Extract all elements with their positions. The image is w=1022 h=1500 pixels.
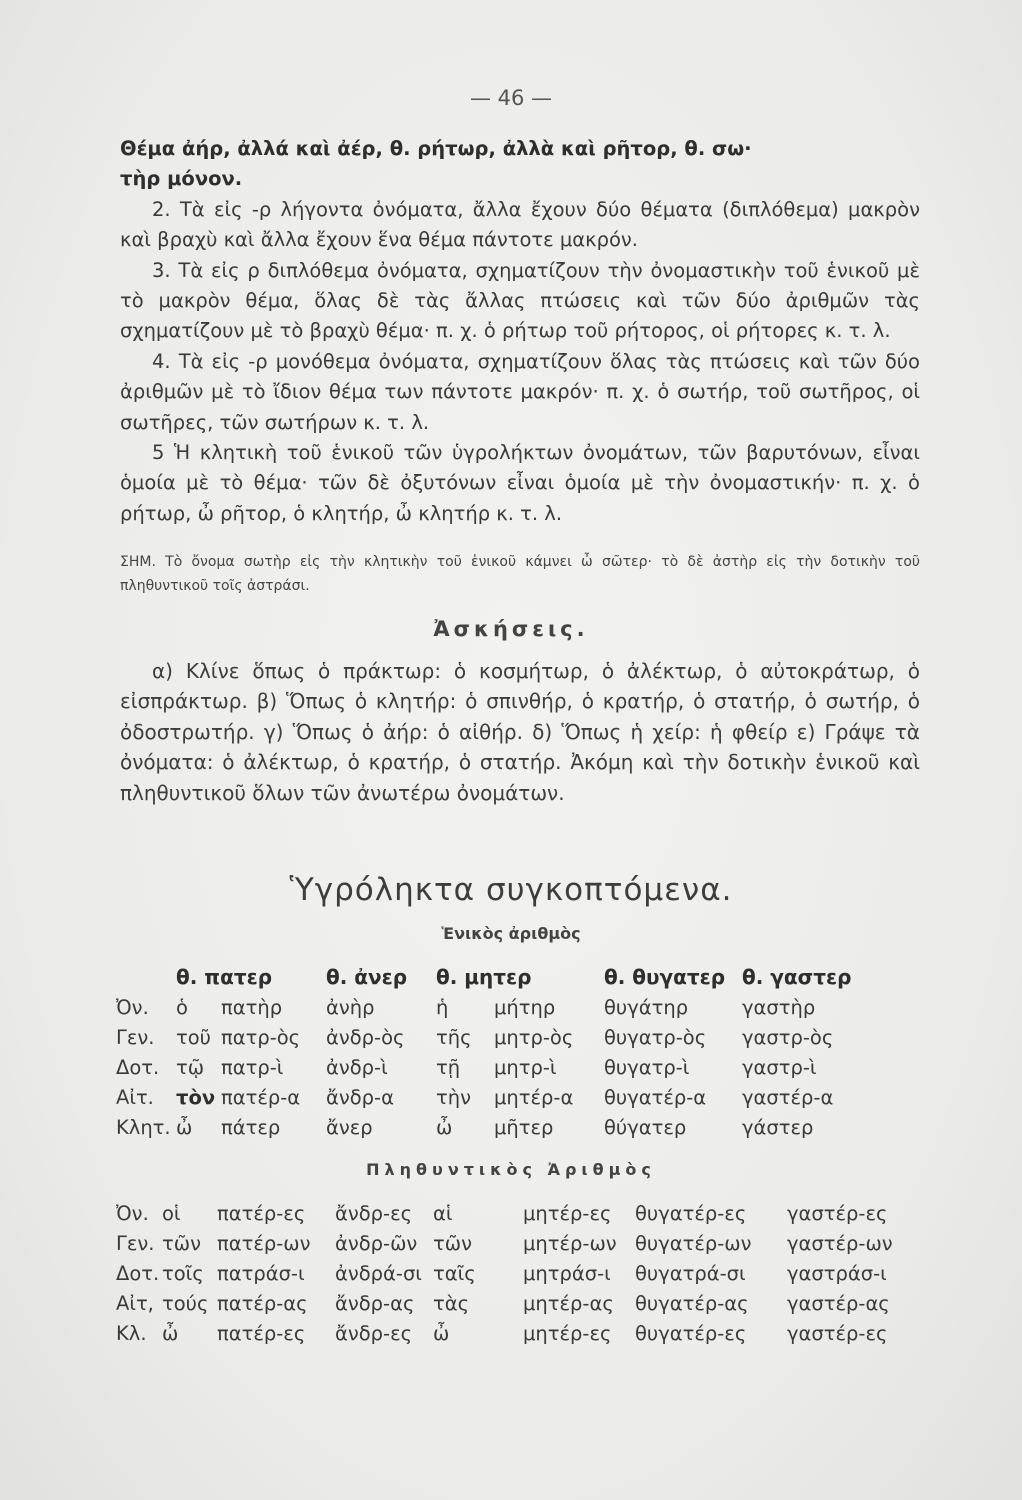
intro-line-2: τὴρ μόνον. — [120, 167, 243, 191]
table-cell: ὦ — [436, 1115, 453, 1139]
table-cell: τῷ — [176, 1055, 205, 1079]
table-cell: ὦ — [162, 1321, 179, 1345]
table-cell: θυγατρά-σι — [635, 1261, 746, 1285]
table-cell: πατέρ-ες — [217, 1321, 306, 1345]
table-cell: θυγατέρ-ας — [635, 1291, 749, 1315]
table-cell: τῆς — [436, 1025, 472, 1049]
table-cell: τῶν — [433, 1231, 472, 1255]
table-cell: αἱ — [433, 1201, 453, 1225]
table-cell: γαστὴρ — [742, 995, 816, 1019]
case-label: Αἰτ, — [116, 1291, 154, 1315]
table-row — [116, 1112, 892, 1142]
rule-paragraph-3: 3. Τὰ εἰς ρ διπλόθεμα ὀνόματα, σχηματίζουν τὴν ὀνομαστικὴν τοῦ ἑνικοῦ μὲ τὸ μακρὸν θέμα, ὅλας δὲ τὰς ἄλλας πτώσεις καὶ τῶν δύο ἀριθμῶν τὰς σχηματίζουν μὲ τὸ βραχὺ θέμα· π. χ. ὁ ρήτωρ τοῦ ρήτορος, οἱ ρήτορες κ. τ. λ. — [120, 258, 920, 343]
rule-paragraph-5: 5 Ἡ κλητικὴ τοῦ ἑνικοῦ τῶν ὑγρολήκτων ὀνομάτων, τῶν βαρυτόνων, εἶναι ὁμοία μὲ τὸ θέμα· τῶν δὲ ὀξυτόνων εἶναι ὁμοία μὲ τὴν ὀνομαστικήν· π. χ. ὁ ρήτωρ, ὦ ρῆτορ, ὁ κλητήρ, ὦ κλητήρ κ. τ. λ. — [120, 441, 920, 525]
table-cell: ὦ — [433, 1321, 450, 1345]
table-row — [116, 1258, 937, 1288]
case-label: Δοτ. — [116, 1261, 160, 1285]
table-cell: ἄνδρ-α — [326, 1085, 394, 1109]
table-cell: μητρ-ὸς — [494, 1025, 574, 1049]
table-cell: μητέρ-ας — [523, 1291, 614, 1315]
table-cell: θύγατερ — [604, 1115, 687, 1139]
table-cell: ἀνδρ-ῶν — [335, 1231, 418, 1255]
table-cell: ἀνδρά-σι — [335, 1261, 422, 1285]
table-cell: μητέρ-ων — [523, 1231, 617, 1255]
plural-declension-table — [116, 1198, 937, 1348]
table-cell: πατέρ-ας — [217, 1291, 308, 1315]
table-cell: μητράσ-ι — [523, 1261, 611, 1285]
rule-paragraph-4: 4. Τὰ εἰς -ρ μονόθεμα ὀνόματα, σχηματίζουν ὅλας τὰς πτώσεις καὶ τῶν δύο ἀριθμῶν μὲ τὸ ἴδιον θέμα των πάντοτε μακρόν· π. χ. ὁ σωτήρ, τοῦ σωτῆρος, οἱ σωτῆρες, τῶν σωτήρων κ. τ. λ. — [120, 349, 920, 434]
table-cell: μητέρ-α — [494, 1085, 574, 1109]
table-cell: μῆτερ — [494, 1115, 554, 1139]
table-cell: θυγάτηρ — [604, 995, 689, 1019]
table-cell: τῇ — [436, 1055, 461, 1079]
table-cell: γαστράσ-ι — [787, 1261, 887, 1285]
table-cell: τὸν — [176, 1085, 216, 1109]
table-cell: τὰς — [433, 1291, 470, 1315]
table-cell: πατέρ-α — [221, 1085, 301, 1109]
case-label: Δοτ. — [116, 1055, 160, 1079]
table-cell: θυγατρ-ὸς — [604, 1025, 707, 1049]
table-cell: πατὴρ — [221, 995, 283, 1019]
table-row — [116, 1318, 937, 1348]
table-cell: γαστέρ-ας — [787, 1291, 890, 1315]
case-label: Γεν. — [116, 1025, 155, 1049]
page-number: — 46 — — [469, 86, 553, 110]
table-cell: γαστρ-ὶ — [742, 1055, 817, 1079]
exercises-block — [120, 656, 920, 808]
case-label: Κλ. — [116, 1321, 147, 1345]
table-cell: ὦ — [176, 1115, 193, 1139]
note-paragraph: ΣΗΜ. Τὸ ὄνομα σωτὴρ εἰς τὴν κλητικὴν τοῦ ἑνικοῦ κάμνει ὦ σῶτερ· τὸ δὲ ἀστὴρ εἰς τὴν δοτικὴν τοῦ πληθυντικοῦ τοῖς ἀστράσι. — [120, 554, 920, 594]
table-row — [116, 1198, 937, 1228]
table-cell: ὁ — [176, 995, 188, 1019]
case-label: Αἰτ. — [116, 1085, 154, 1109]
table-cell: ταῖς — [433, 1261, 476, 1285]
singular-heading: Ἑνικὸς ἀριθμὸς — [441, 924, 581, 943]
table-cell: γάστερ — [742, 1115, 814, 1139]
table-cell: θυγατέρ-ες — [635, 1201, 747, 1225]
table-cell: θυγατέρ-α — [604, 1085, 707, 1109]
case-label: Ὀν. — [116, 1201, 149, 1225]
table-cell: ἀνὴρ — [326, 995, 375, 1019]
table-cell: θυγατρ-ὶ — [604, 1055, 690, 1079]
table-cell: γαστέρ-ων — [787, 1231, 893, 1255]
table-row — [116, 1082, 892, 1112]
table-cell: γαστέρ-α — [742, 1085, 834, 1109]
table-cell: γαστέρ-ες — [787, 1201, 888, 1225]
rule-paragraph-2: 2. Τὰ εἰς -ρ λήγοντα ὀνόματα, ἄλλα ἔχουν δύο θέματα (διπλόθεμα) μακρὸν καὶ βραχὺ καὶ ἄλλα ἔχουν ἕνα θέμα πάντοτε μακρόν. — [120, 197, 920, 252]
table-cell: ἄνερ — [326, 1115, 373, 1139]
table-cell: γαστρ-ὸς — [742, 1025, 834, 1049]
section-title: Ὑγρόληκτα συγκοπτόμενα. — [289, 872, 733, 908]
table-cell: τὴν — [436, 1085, 471, 1109]
table-cell: πατρ-ὸς — [221, 1025, 301, 1049]
header-cell: θ. γαστερ — [742, 965, 852, 989]
header-cell: θ. ἀνερ — [326, 965, 408, 989]
table-row — [116, 1022, 892, 1052]
intro-block — [120, 134, 920, 529]
exercises-heading: Ἀσκήσεις. — [433, 617, 589, 641]
intro-line-1: Θέμα ἀήρ, ἀλλά καὶ ἀέρ, θ. ρήτωρ, ἀλλὰ καὶ ρῆτορ, θ. σω· — [120, 137, 752, 160]
case-label: Κλητ. — [116, 1115, 171, 1139]
table-cell: τούς — [162, 1291, 209, 1315]
table-cell: θυγατέρ-ες — [635, 1321, 747, 1345]
table-cell: μητρ-ὶ — [494, 1055, 557, 1079]
table-row — [116, 992, 892, 1022]
table-cell: πατέρ-ων — [217, 1231, 311, 1255]
table-cell: ἀνδρ-ὸς — [326, 1025, 405, 1049]
table-row — [116, 1052, 892, 1082]
case-label: Ὀν. — [116, 995, 149, 1019]
table-cell: ἄνδρ-ες — [335, 1201, 413, 1225]
table-cell: ἄνδρ-ες — [335, 1321, 413, 1345]
singular-declension-table — [116, 962, 892, 1142]
header-cell: θ. πατερ — [176, 965, 273, 989]
header-cell: θ. θυγατερ — [604, 965, 726, 989]
table-cell: θυγατέρ-ων — [635, 1231, 752, 1255]
table-cell: τοῦ — [176, 1025, 211, 1049]
table-cell: πατέρ-ες — [217, 1201, 306, 1225]
table-cell: οἱ — [162, 1201, 181, 1225]
table-cell: μήτηρ — [494, 995, 556, 1019]
table-cell: γαστέρ-ες — [787, 1321, 888, 1345]
header-cell: θ. μητερ — [436, 965, 532, 989]
table-cell: τοῖς — [162, 1261, 204, 1285]
table-cell: ἄνδρ-ας — [335, 1291, 415, 1315]
table-cell: πατράσ-ι — [217, 1261, 305, 1285]
table-cell: ἡ — [436, 995, 449, 1019]
table-row — [116, 1288, 937, 1318]
header-cell — [116, 962, 176, 992]
table-cell: ἀνδρ-ὶ — [326, 1055, 388, 1079]
table-row — [116, 1228, 937, 1258]
table-cell: μητέρ-ες — [523, 1321, 612, 1345]
table-cell: μητέρ-ες — [523, 1201, 612, 1225]
table-cell: τῶν — [162, 1231, 201, 1255]
plural-heading: Πληθυντικὸς Ἀριθμὸς — [366, 1160, 656, 1179]
table-cell: πατρ-ὶ — [221, 1055, 284, 1079]
exercises-text: α) Κλίνε ὅπως ὁ πράκτωρ: ὁ κοσμήτωρ, ὁ ἀλέκτωρ, ὁ αὐτοκράτωρ, ὁ εἰσπράκτωρ. β) Ὅπως ὁ κλητήρ: ὁ σπινθήρ, ὁ κρατήρ, ὁ στατήρ, ὁ σωτήρ, ὁ ὀδοστρωτήρ. γ) Ὅπως ὁ ἀήρ: ὁ αἰθήρ. δ) Ὅπως ἡ χείρ: ἡ φθείρ ε) Γράψε τὰ ὀνόματα: ὁ ἀλέκτωρ, ὁ κρατήρ, ὁ στατήρ. Ἀκόμη καὶ τὴν δοτικὴν ἑνικοῦ καὶ πληθυντικοῦ ὅλων τῶν ἀνωτέρω ὀνομάτων. — [120, 659, 920, 805]
case-label: Γεν. — [116, 1231, 155, 1255]
singular-header-row — [116, 962, 892, 992]
table-cell: πάτερ — [221, 1115, 281, 1139]
